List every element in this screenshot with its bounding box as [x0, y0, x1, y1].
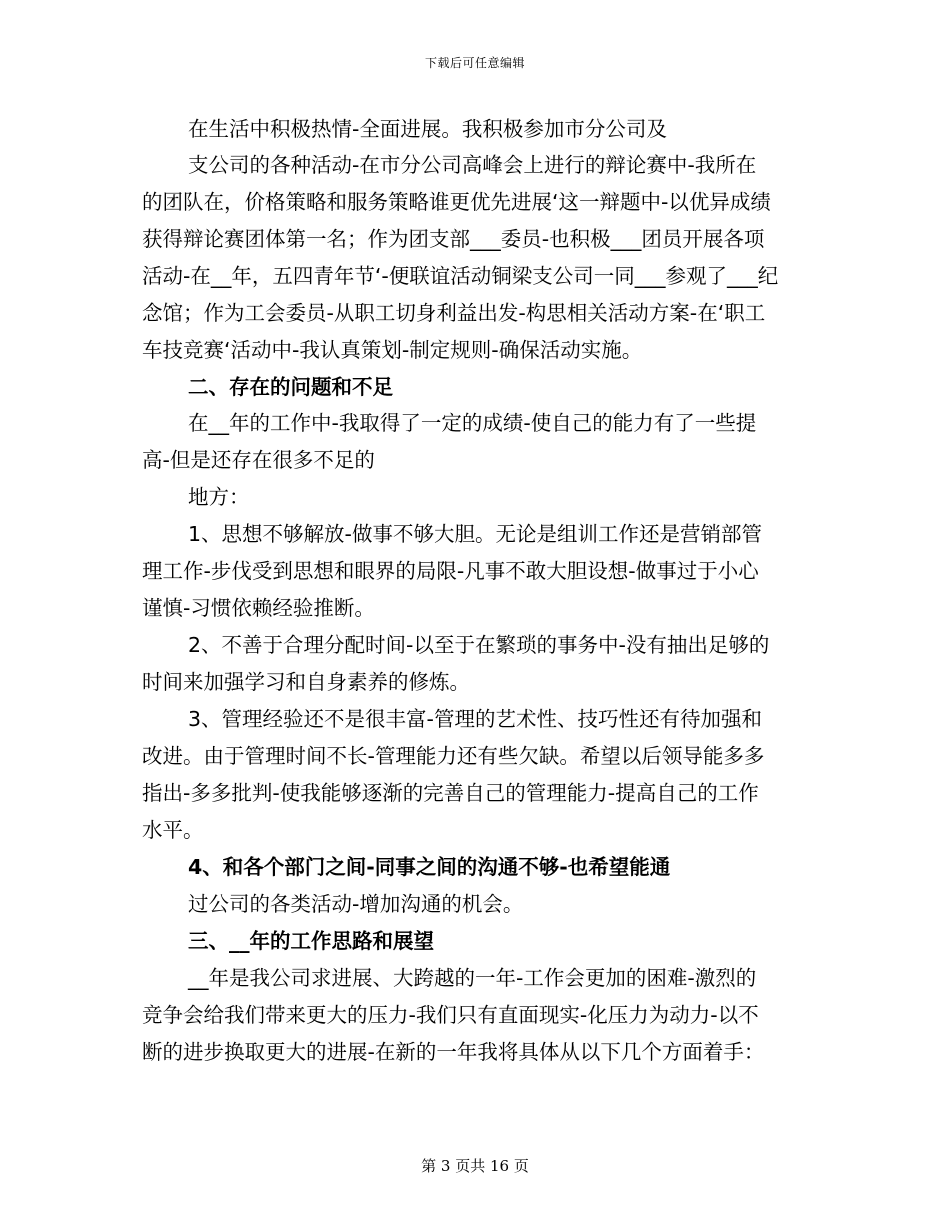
- text-line: 活动-在__年，五四青年节‘-便联谊活动铜梁支公司一同___参观了___纪: [142, 264, 779, 288]
- text-line: 2、不善于合理分配时间-以至于在繁琐的事务中-没有抽出足够的: [188, 633, 770, 657]
- text-line: 竞争会给我们带来更大的压力-我们只有直面现实-化压力为动力-以不: [142, 1003, 759, 1027]
- text-line: 二、存在的问题和不足: [188, 375, 393, 399]
- text-line: 在__年的工作中-我取得了一定的成绩-使自己的能力有了一些提: [188, 411, 757, 435]
- text-line: 3、管理经验还不是很丰富-管理的艺术性、技巧性还有待加强和: [188, 707, 762, 731]
- text-line: 三、__年的工作思路和展望: [188, 929, 434, 953]
- text-line: 在生活中积极热情-全面进展。我积极参加市分公司及: [188, 117, 667, 141]
- page-header: 下载后可任意编辑: [424, 56, 525, 70]
- text-line: 支公司的各种活动-在市分公司高峰会上进行的辩论赛中-我所在: [188, 153, 757, 177]
- text-line: 时间来加强学习和自身素养的修炼。: [142, 670, 470, 694]
- text-line: 念馆；作为工会委员-从职工切身利益出发-构思相关活动方案-在‘职工: [142, 301, 766, 325]
- text-line: 4、和各个部门之间-同事之间的沟通不够-也希望能通: [188, 855, 671, 879]
- text-line: 地方：: [188, 485, 250, 509]
- text-line: __年是我公司求进展、大跨越的一年-工作会更加的困难-激烈的: [188, 966, 757, 990]
- text-line: 谨慎-习惯依赖经验推断。: [142, 596, 375, 620]
- text-line: 水平。: [142, 818, 204, 842]
- text-line: 1、思想不够解放-做事不够大胆。无论是组训工作还是营销部管: [188, 522, 762, 546]
- text-line: 的团队在，价格策略和服务策略谁更优先进展‘这一辩题中-以优异成绩: [142, 190, 771, 214]
- page-footer: 第 3 页共 16 页: [421, 1157, 529, 1175]
- text-line: 改进。由于管理时间不长-管理能力还有些欠缺。希望以后领导能多多: [142, 744, 765, 768]
- text-line: 获得辩论赛团体第一名；作为团支部___委员-也积极___团员开展各项: [142, 227, 765, 251]
- text-line: 高-但是还存在很多不足的: [142, 448, 375, 472]
- text-line: 理工作-步伐受到思想和眼界的局限-凡事不敢大胆设想-做事过于小心: [142, 559, 759, 583]
- text-line: 断的进步换取更大的进展-在新的一年我将具体从以下几个方面着手：: [142, 1040, 765, 1064]
- text-line: 车技竞赛‘活动中-我认真策划-制定规则-确保活动实施。: [142, 338, 643, 362]
- text-line: 过公司的各类活动-增加沟通的机会。: [188, 892, 524, 916]
- text-line: 指出-多多批判-使我能够逐渐的完善自己的管理能力-提高自己的工作: [142, 781, 759, 805]
